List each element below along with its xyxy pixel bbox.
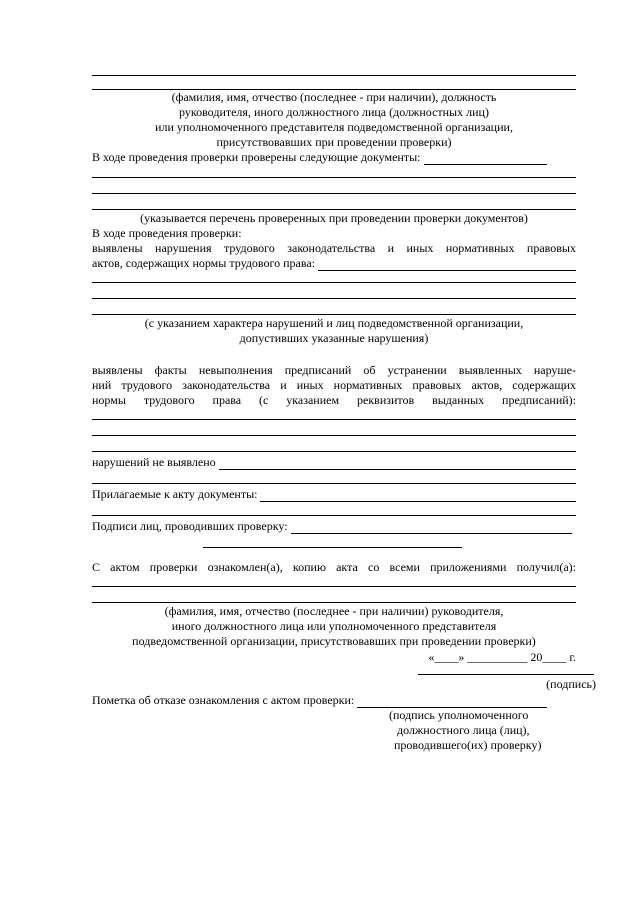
violations-found-underline[interactable] [318,258,576,271]
acquainted-label: С актом проверки ознакомлен(а), копию акта со всеми приложениями получил(а): [92,560,576,574]
signatures-underline[interactable] [291,521,572,534]
refusal-label: Пометка об отказе ознакомления с актом проверки: [92,693,355,707]
blank-line[interactable] [92,66,576,76]
signature-note: (подпись) [546,677,596,691]
attached-docs-label: Прилагаемые к акту документы: [92,487,258,501]
note-refusal-signature: (подпись уполномоченного должностного лица (лиц), проводившего(их) проверку) [389,708,542,752]
docs-checked-underline[interactable] [424,152,547,165]
note-violations: (с указанием характера нарушений и лиц подведомственной организации, допустивших указанные нарушения) [144,316,524,345]
blank-line[interactable] [92,420,576,436]
nonfulfil-line-3: нормы трудового права (с указанием реквизитов выданных предписаний): [92,393,576,407]
nonfulfil-line-1: выявлены факты невыполнения предписаний об устранении выявленных наруше- [92,363,576,377]
docs-checked-label: В ходе проведения проверки проверены следующие документы: [92,150,421,164]
attached-docs-field[interactable] [92,487,576,502]
blank-line[interactable] [92,575,576,587]
blank-line[interactable] [92,587,576,603]
signature-line[interactable] [418,665,594,675]
blank-line[interactable] [92,283,576,299]
nonfulfil-line-2: ний трудового законодательства и иных нормативных правовых актов, содержащих [92,378,576,392]
during-check-heading: В ходе проведения проверки: [92,226,242,240]
note-acquainted-person: (фамилия, имя, отчество (последнее - при наличии) руководителя, иного должностного лица или уполномоченного представителя подведомственной организации, присутствовавших при проведении проверки) [132,604,536,648]
blank-line[interactable] [92,470,576,484]
blank-line[interactable] [92,76,576,90]
attached-docs-underline[interactable] [260,489,576,502]
signature-blank-line[interactable] [203,534,462,548]
signatures-field[interactable] [92,519,572,534]
note-representative: (фамилия, имя, отчество (последнее - при наличии), должность руководителя, иного должностного лица (должностных лиц) или уполномоченного представителя подведомственной организации, присутствовавших при проведении проверки) [155,90,513,149]
violations-found-label: актов, содержащих нормы трудового права: [92,256,316,270]
refusal-underline[interactable] [357,695,547,708]
blank-line[interactable] [92,436,576,452]
blank-line[interactable] [92,178,576,194]
violations-found-field[interactable] [92,256,576,271]
violations-found-line-1: выявлены нарушения трудового законодательства и иных нормативных правовых [92,241,576,255]
date-line[interactable]: «____» __________ 20____ г. [428,650,576,664]
note-documents-list: (указывается перечень проверенных при проведении проверки документов) [140,211,528,225]
form-page [92,66,596,753]
signatures-label: Подписи лиц, проводивших проверку: [92,519,288,533]
no-violations-field[interactable] [92,455,576,470]
docs-checked-field[interactable] [92,150,574,165]
refusal-field[interactable] [92,693,547,708]
blank-line[interactable] [92,194,576,210]
blank-line[interactable] [92,408,576,420]
blank-line[interactable] [92,271,576,283]
no-violations-label: нарушений не выявлено [92,455,216,469]
blank-line[interactable] [92,299,576,315]
blank-line[interactable] [92,502,576,516]
no-violations-underline[interactable] [219,457,576,470]
blank-line[interactable] [92,165,576,178]
